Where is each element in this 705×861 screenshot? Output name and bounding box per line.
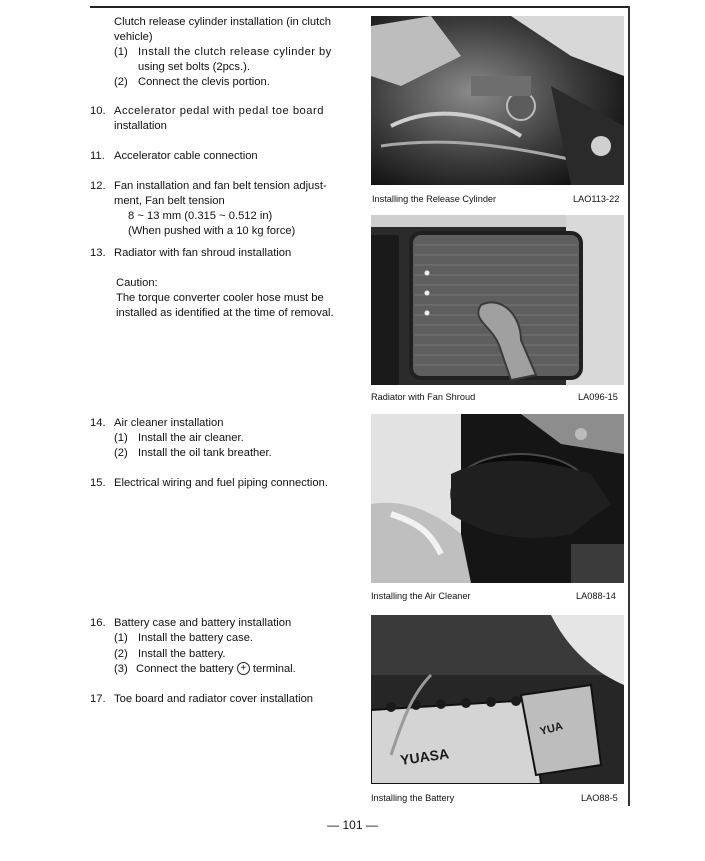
- step-16-sub2-number: (2): [114, 648, 128, 660]
- top-rule: [90, 6, 628, 8]
- battery-photo: [371, 615, 624, 784]
- step-16-number: 16.: [90, 617, 106, 629]
- step-12-line2: ment, Fan belt tension: [114, 195, 225, 207]
- clutch-sub1-number: (1): [114, 46, 128, 58]
- step-17-number: 17.: [90, 693, 106, 705]
- caution-line1: The torque converter cooler hose must be: [116, 292, 324, 304]
- release-cylinder-photo: [371, 16, 624, 185]
- step-16-sub2-text: Install the battery.: [138, 648, 226, 660]
- step-13-line1: Radiator with fan shroud installation: [114, 247, 292, 259]
- step-12-number: 12.: [90, 180, 106, 192]
- step-17-line1: Toe board and radiator cover installation: [114, 693, 314, 705]
- figure-3-caption: Installing the Air Cleaner: [371, 591, 471, 601]
- step-16-line1: Battery case and battery installation: [114, 617, 292, 629]
- caution-line2: installed as identified at the time of removal.: [116, 307, 334, 319]
- step-16-sub3-number: (3): [114, 663, 128, 675]
- step-14-number: 14.: [90, 417, 106, 429]
- step-16-sub1-number: (1): [114, 632, 128, 644]
- step-14-sub2-text: Install the oil tank breather.: [138, 447, 272, 459]
- figure-1-code: LAO113-22: [573, 194, 620, 204]
- step-13-number: 13.: [90, 247, 106, 259]
- figure-2-caption: Radiator with Fan Shroud: [371, 392, 476, 402]
- air-cleaner-photo: [371, 414, 624, 583]
- svg-text:YUA: YUA: [538, 720, 565, 738]
- step-16-sub3-post: terminal.: [252, 663, 296, 675]
- step-14-line1: Air cleaner installation: [114, 417, 224, 429]
- right-rule: [628, 6, 630, 806]
- figure-2-code: LA096-15: [578, 392, 618, 402]
- step-10-line2: installation: [114, 120, 167, 132]
- step-11-line1: Accelerator cable connection: [114, 150, 258, 162]
- figure-3-code: LA088-14: [576, 591, 616, 601]
- clutch-sub2-text: Connect the clevis portion.: [138, 76, 270, 88]
- step-14-sub1-text: Install the air cleaner.: [138, 432, 244, 444]
- clutch-sub2-number: (2): [114, 76, 128, 88]
- step-16-sub3-pre: Connect the battery: [136, 663, 234, 675]
- step-12-tension-note: (When pushed with a 10 kg force): [128, 225, 296, 237]
- step-14-sub1-number: (1): [114, 432, 128, 444]
- caution-label: Caution:: [116, 277, 158, 289]
- page-number: — 101 —: [327, 818, 378, 832]
- step-10-line1: Accelerator pedal with pedal toe board: [114, 105, 324, 117]
- step-12-line1: Fan installation and fan belt tension adjust-: [114, 180, 327, 192]
- clutch-title-line2: vehicle): [114, 31, 153, 43]
- clutch-title-line1: Clutch release cylinder installation (in clutch: [114, 16, 332, 28]
- step-16-sub3-line: [136, 662, 296, 677]
- step-15-line1: Electrical wiring and fuel piping connection.: [114, 477, 328, 489]
- step-12-tension-value: 8 ~ 13 mm (0.315 ~ 0.512 in): [128, 210, 273, 222]
- radiator-photo: [371, 215, 624, 385]
- step-15-number: 15.: [90, 477, 106, 489]
- clutch-sub1-line1: Install the clutch release cylinder by: [138, 46, 332, 58]
- step-11-number: 11.: [90, 150, 105, 162]
- clutch-sub1-line2: using set bolts (2pcs.).: [138, 61, 250, 73]
- figure-1-caption: Installing the Release Cylinder: [372, 194, 497, 204]
- battery-brand-label: YUASA: [399, 745, 450, 768]
- step-10-number: 10.: [90, 105, 106, 117]
- figure-4-caption: Installing the Battery: [371, 793, 455, 803]
- step-14-sub2-number: (2): [114, 447, 128, 459]
- figure-4-code: LAO88-5: [581, 793, 618, 803]
- plus-terminal-icon: +: [237, 662, 250, 675]
- step-16-sub1-text: Install the battery case.: [138, 632, 254, 644]
